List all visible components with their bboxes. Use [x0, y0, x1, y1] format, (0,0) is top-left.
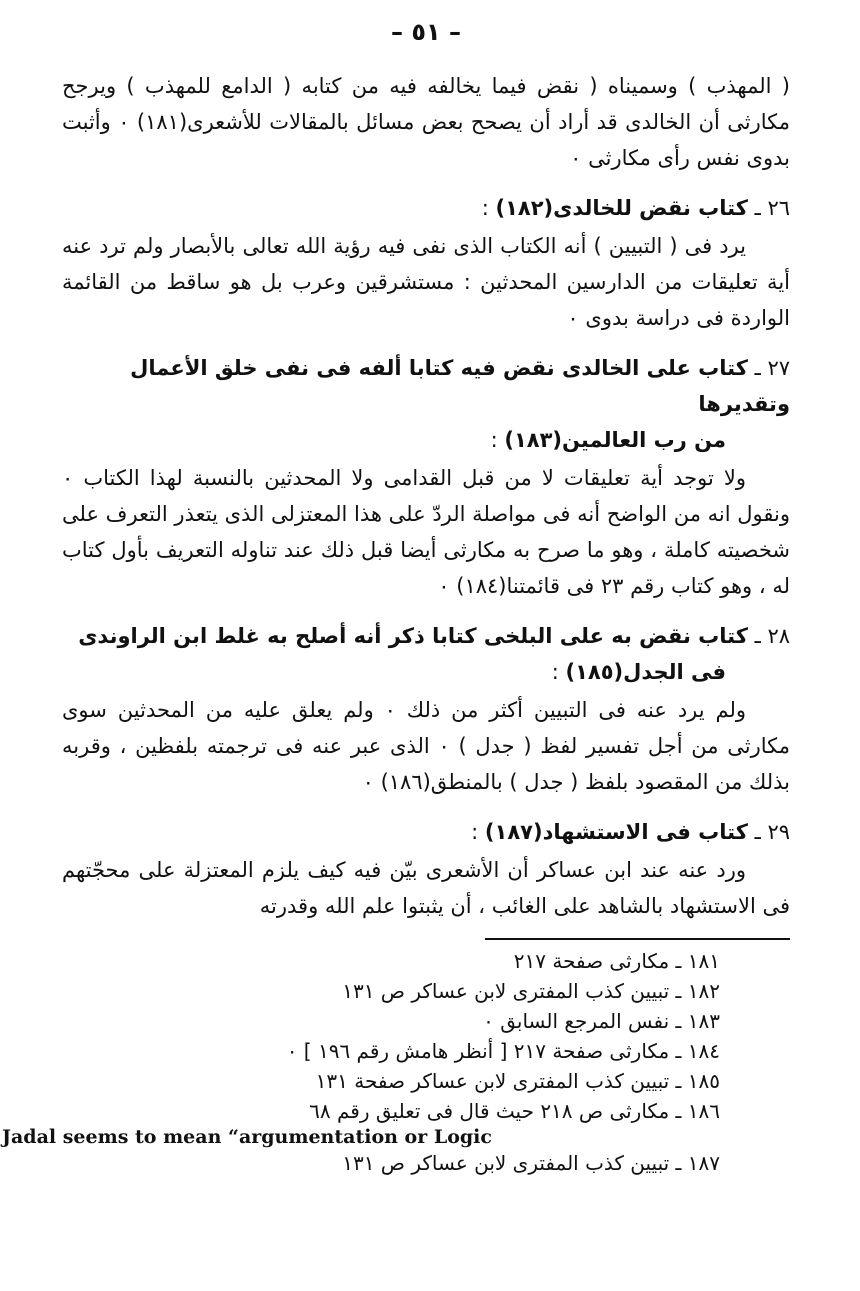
section-number: ٢٨ ـ	[754, 624, 790, 648]
section-body-29: ورد عنه عند ابن عساكر أن الأشعرى بيّن فيه كيف يلزم المعتزلة على محجّتهم فى الاستشهاد بالشاهد على الغائب ، أن يثبتوا علم الله وقدرته	[62, 858, 790, 918]
section-heading-29	[62, 814, 790, 850]
english-note: Jadal seems to mean “argumentation or Logic	[2, 1126, 492, 1148]
page-number: – ٥١ –	[390, 18, 461, 46]
section-suffix: :	[481, 196, 496, 220]
footnote-184: ١٨٤ ـ مكارثى صفحة ٢١٧ [ أنظر هامش رقم ١٩٦ ] ٠	[286, 1039, 720, 1063]
footnotes	[2, 946, 790, 1178]
section-suffix: :	[490, 428, 505, 452]
footnote-187: ١٨٧ ـ تبيين كذب المفترى لابن عساكر ص ١٣١	[342, 1151, 720, 1175]
section-heading-26	[62, 190, 790, 226]
section-title: كتاب فى الاستشهاد(١٨٧)	[484, 820, 748, 844]
section-body-26: يرد فى ( التبيين ) أنه الكتاب الذى نفى فيه رؤية الله تعالى بالأبصار ولم ترد عنه أية تعليقات من الدارسين المحدثين : مستشرقين وعرب بل هو ساقط من القائمة الواردة فى دراسة بدوى ٠	[62, 234, 790, 330]
footnote-183: ١٨٣ ـ نفس المرجع السابق ٠	[483, 1009, 720, 1033]
section-body-28: ولم يرد عنه فى التبيين أكثر من ذلك ٠ ولم يعلق عليه من المحدثين سوى مكارثى من أجل تفسير لفظ ( جدل ) ٠ الذى عبر عنه فى ترجمته بلفظين ، وقربه بذلك من المقصود بلفظ ( جدل ) بالمنطق(١٨٦) ٠	[62, 698, 790, 794]
footnote-185: ١٨٥ ـ تبيين كذب المفترى لابن عساكر صفحة ١٣١	[315, 1069, 720, 1093]
section-suffix: :	[471, 820, 485, 844]
section-title-continuation: من رب العالمين(١٨٣)	[504, 428, 726, 452]
footnote-divider	[485, 938, 790, 940]
section-suffix: :	[551, 660, 566, 684]
section-number: ٢٧ ـ	[754, 356, 790, 380]
intro-paragraph: ( المهذب ) وسميناه ( نقض فيما يخالفه فيه من كتابه ( الدامع للمهذب ) ويرجح مكارثى أن الخالدى قد أراد أن يصحح بعض مسائل بالمقالات للأشعرى(١٨١) ٠ وأثبت بدوى نفس رأى مكارثى ٠	[62, 74, 790, 170]
section-number: ٢٦ ـ	[754, 196, 790, 220]
section-title: كتاب نقض للخالدى(١٨٢)	[495, 196, 748, 220]
section-title-continuation: فى الجدل(١٨٥)	[565, 660, 726, 684]
footnote-186: ١٨٦ ـ مكارثى ص ٢١٨ حيث قال فى تعليق رقم ٦٨	[309, 1099, 720, 1123]
section-body-27: ولا توجد أية تعليقات لا من قبل القدامى ولا المحدثين بالنسبة لهذا الكتاب ٠ ونقول انه من الواضح أنه فى مواصلة الردّ على هذا المعتزلى الذى يتعذر التعرف على شخصيته كاملة ، وهو ما صرح به مكارثى أيضا قبل ذلك عند تناوله التعريف بأول كتاب له ، وهو كتاب رقم ٢٣ فى قائمتنا(١٨٤) ٠	[62, 466, 790, 598]
footnote-182: ١٨٢ ـ تبيين كذب المفترى لابن عساكر ص ١٣١	[342, 979, 720, 1003]
section-heading-28	[62, 618, 790, 690]
section-number: ٢٩ ـ	[754, 820, 790, 844]
footnote-181: ١٨١ ـ مكارثى صفحة ٢١٧	[513, 949, 720, 973]
section-heading-27	[62, 350, 790, 458]
section-title: كتاب نقض به على البلخى كتابا ذكر أنه أصلح به غلط ابن الراوندى	[78, 624, 748, 648]
section-title: كتاب على الخالدى نقض فيه كتابا ألفه فى نفى خلق الأعمال وتقديرها	[130, 356, 790, 416]
